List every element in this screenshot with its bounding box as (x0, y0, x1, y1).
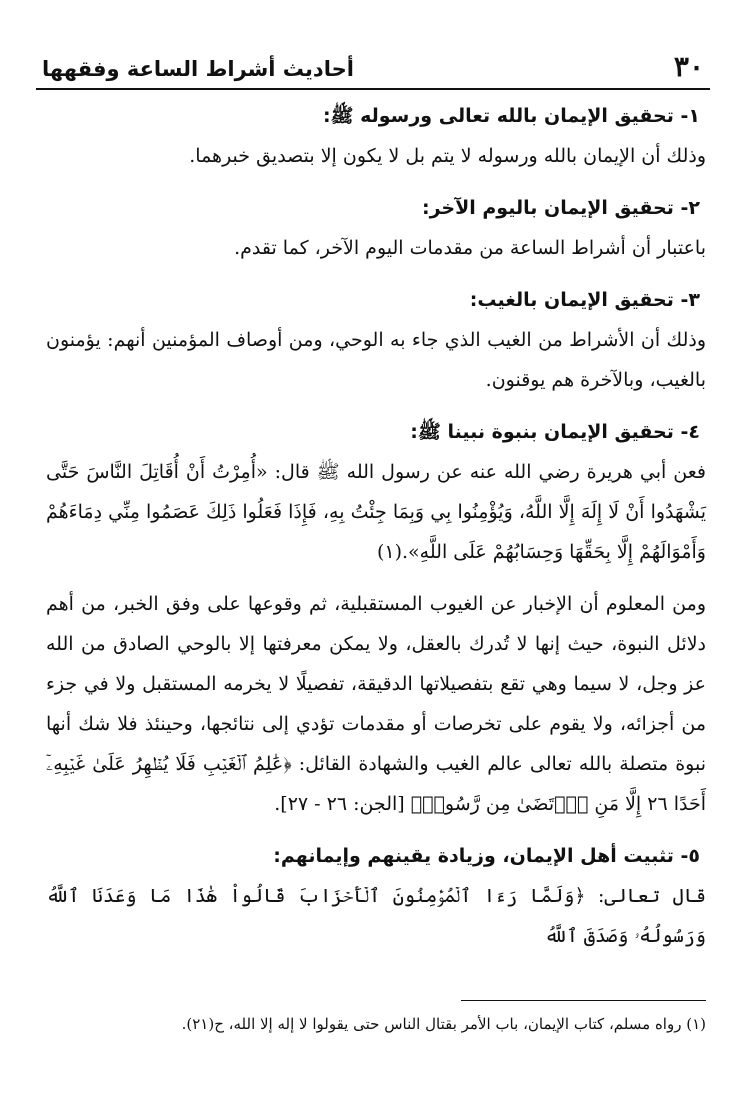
footnote-separator (461, 1000, 706, 1001)
paragraph-prophecy: ومن المعلوم أن الإخبار عن الغيوب المستقبلية، ثم وقوعها على وفق الخبر، من أهم دلائل النبوة، حيث إنها لا تُدرك بالعقل، ولا يمكن معرفتها إلا بالوحي الصادق من الله عز وجل، لا سيما وهي تقع بتفصيلاتها الدقيقة، تفصيلًا لا يخرمه المستقبل ولا في جزء من أجزائه، ولا يقوم على تخرصات أو مقدمات تؤدي إلى نتائجها، وحينئذ فلا شك أنها نبوة متصلة بالله تعالى عالم الغيب والشهادة القائل: ﴿عَٰلِمُ ٱلۡغَيۡبِ فَلَا يُظۡهِرُ عَلَىٰ غَيۡبِهِۦٓ أَحَدًا ٢٦ إِلَّا مَنِ ٱرۡتَضَىٰ مِن رَّسُولٖ﴾ [الجن: ٢٦ - ٢٧]. (46, 593, 706, 815)
paragraph-2: باعتبار أن أشراط الساعة من مقدمات اليوم الآخر، كما تقدم. (234, 237, 706, 259)
section-heading-2: ٢- تحقيق الإيمان باليوم الآخر: (422, 197, 700, 219)
paragraph-quran-quote: قال تعالى: ﴿وَلَمَّا رَءَا ٱلۡمُؤۡمِنُونَ ٱلۡأَحۡزَابَ قَالُواْ هَٰذَا مَا وَعَدَنَا ٱللَّهُ وَرَسُولُهُۥ وَصَدَقَ ٱللَّهُ (46, 885, 706, 947)
paragraph-3: وذلك أن الأشراط من الغيب الذي جاء به الوحي، ومن أوصاف المؤمنين أنهم: يؤمنون بالغيب، وبالآخرة هم يوقنون. (46, 329, 706, 391)
body-text (46, 96, 706, 968)
paragraph-1: وذلك أن الإيمان بالله ورسوله لا يتم بل لا يكون إلا بتصديق خبرهما. (189, 145, 706, 167)
section-heading-5: ٥- تثبيت أهل الإيمان، وزيادة يقينهم وإيمانهم: (273, 845, 700, 867)
hadith-paragraph: فعن أبي هريرة رضي الله عنه عن رسول الله ﷺ قال: «أُمِرْتُ أَنْ أُقَاتِلَ النَّاسَ حَتَّى يَشْهَدُوا أَنْ لَا إِلَهَ إِلَّا اللَّهُ، وَيُؤْمِنُوا بِي وَبِمَا جِئْتُ بِهِ، فَإِذَا فَعَلُوا ذَلِكَ عَصَمُوا مِنِّي دِمَاءَهُمْ وَأَمْوَالَهُمْ إِلَّا بِحَقِّهَا وَحِسَابُهُمْ عَلَى اللَّهِ».(١) (46, 461, 706, 563)
section-heading-1: ١- تحقيق الإيمان بالله تعالى ورسوله ﷺ: (322, 105, 700, 127)
section-heading-4: ٤- تحقيق الإيمان بنبوة نبينا ﷺ: (410, 421, 700, 443)
running-header (36, 48, 710, 90)
page-number: ٣٠ (673, 50, 704, 83)
running-title: أحاديث أشراط الساعة وفقهها (42, 57, 354, 81)
footnote: (١) رواه مسلم، كتاب الإيمان، باب الأمر بقتال الناس حتى يقولوا لا إله إلا الله، ح(٢١). (181, 1015, 706, 1033)
section-heading-3: ٣- تحقيق الإيمان بالغيب: (469, 289, 700, 311)
